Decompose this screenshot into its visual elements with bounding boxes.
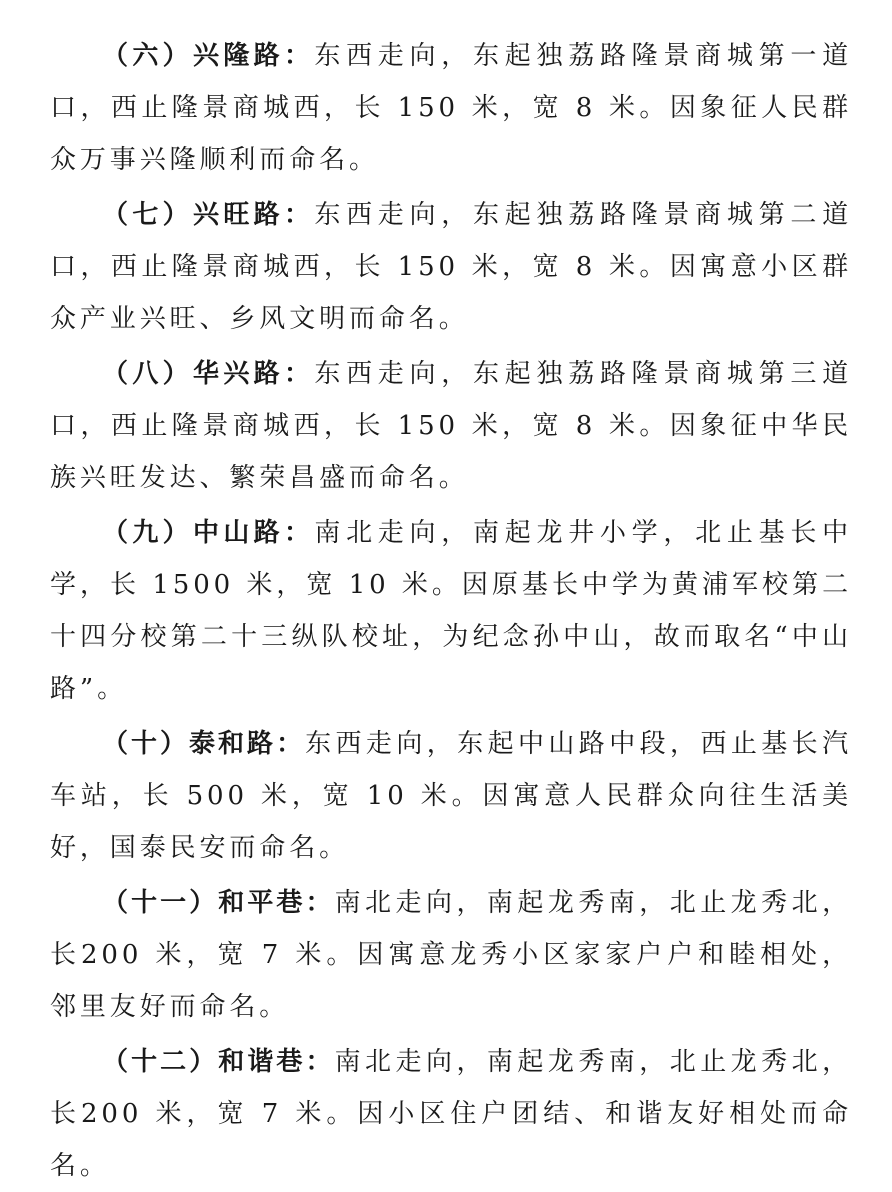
- entry-heading: （十）泰和路：: [102, 729, 306, 759]
- entry-text: 南北走向，南起龙井小学，北止基长中学，长 1500 米，宽 10 米。因原基长中学为黄浦军校第二十四分校第二十三纵队校址，为纪念孙中山，故而取名“中山路”。: [50, 518, 852, 704]
- entry-text: 南北走向，南起龙秀南，北止龙秀北，长200 米，宽 7 米。因寓意龙秀小区家家户户和睦相处，邻里友好而命名。: [50, 888, 852, 1022]
- entry-heading: （七）兴旺路：: [102, 200, 315, 230]
- entry-text: 东西走向，东起独荔路隆景商城第一道口，西止隆景商城西，长 150 米，宽 8 米。因象征人民群众万事兴隆顺利而命名。: [50, 41, 852, 175]
- entry-zhongshan-road: [50, 507, 852, 715]
- entry-heading: （十一）和平巷：: [102, 888, 335, 918]
- entry-heading: （八）华兴路：: [102, 359, 315, 389]
- entry-text: 东西走向，东起独荔路隆景商城第三道口，西止隆景商城西，长 150 米，宽 8 米。因象征中华民族兴旺发达、繁荣昌盛而命名。: [50, 359, 852, 493]
- entry-heading: （六）兴隆路：: [102, 41, 315, 71]
- entry-huaxing-road: [50, 348, 852, 504]
- entry-hexie-lane: [50, 1036, 852, 1192]
- entry-heading: （九）中山路：: [102, 518, 315, 548]
- entry-text: 东西走向，东起中山路中段，西止基长汽车站，长 500 米，宽 10 米。因寓意人民群众向往生活美好，国泰民安而命名。: [50, 729, 852, 863]
- entry-heping-lane: [50, 877, 852, 1033]
- entry-xinglong-road: [50, 30, 852, 186]
- entry-heading: （十二）和谐巷：: [102, 1047, 335, 1077]
- entry-text: 南北走向，南起龙秀南，北止龙秀北，长200 米，宽 7 米。因小区住户团结、和谐友好相处而命名。: [50, 1047, 852, 1181]
- entry-taihe-road: [50, 718, 852, 874]
- entry-xingwang-road: [50, 189, 852, 345]
- entry-text: 东西走向，东起独荔路隆景商城第二道口，西止隆景商城西，长 150 米，宽 8 米。因寓意小区群众产业兴旺、乡风文明而命名。: [50, 200, 852, 334]
